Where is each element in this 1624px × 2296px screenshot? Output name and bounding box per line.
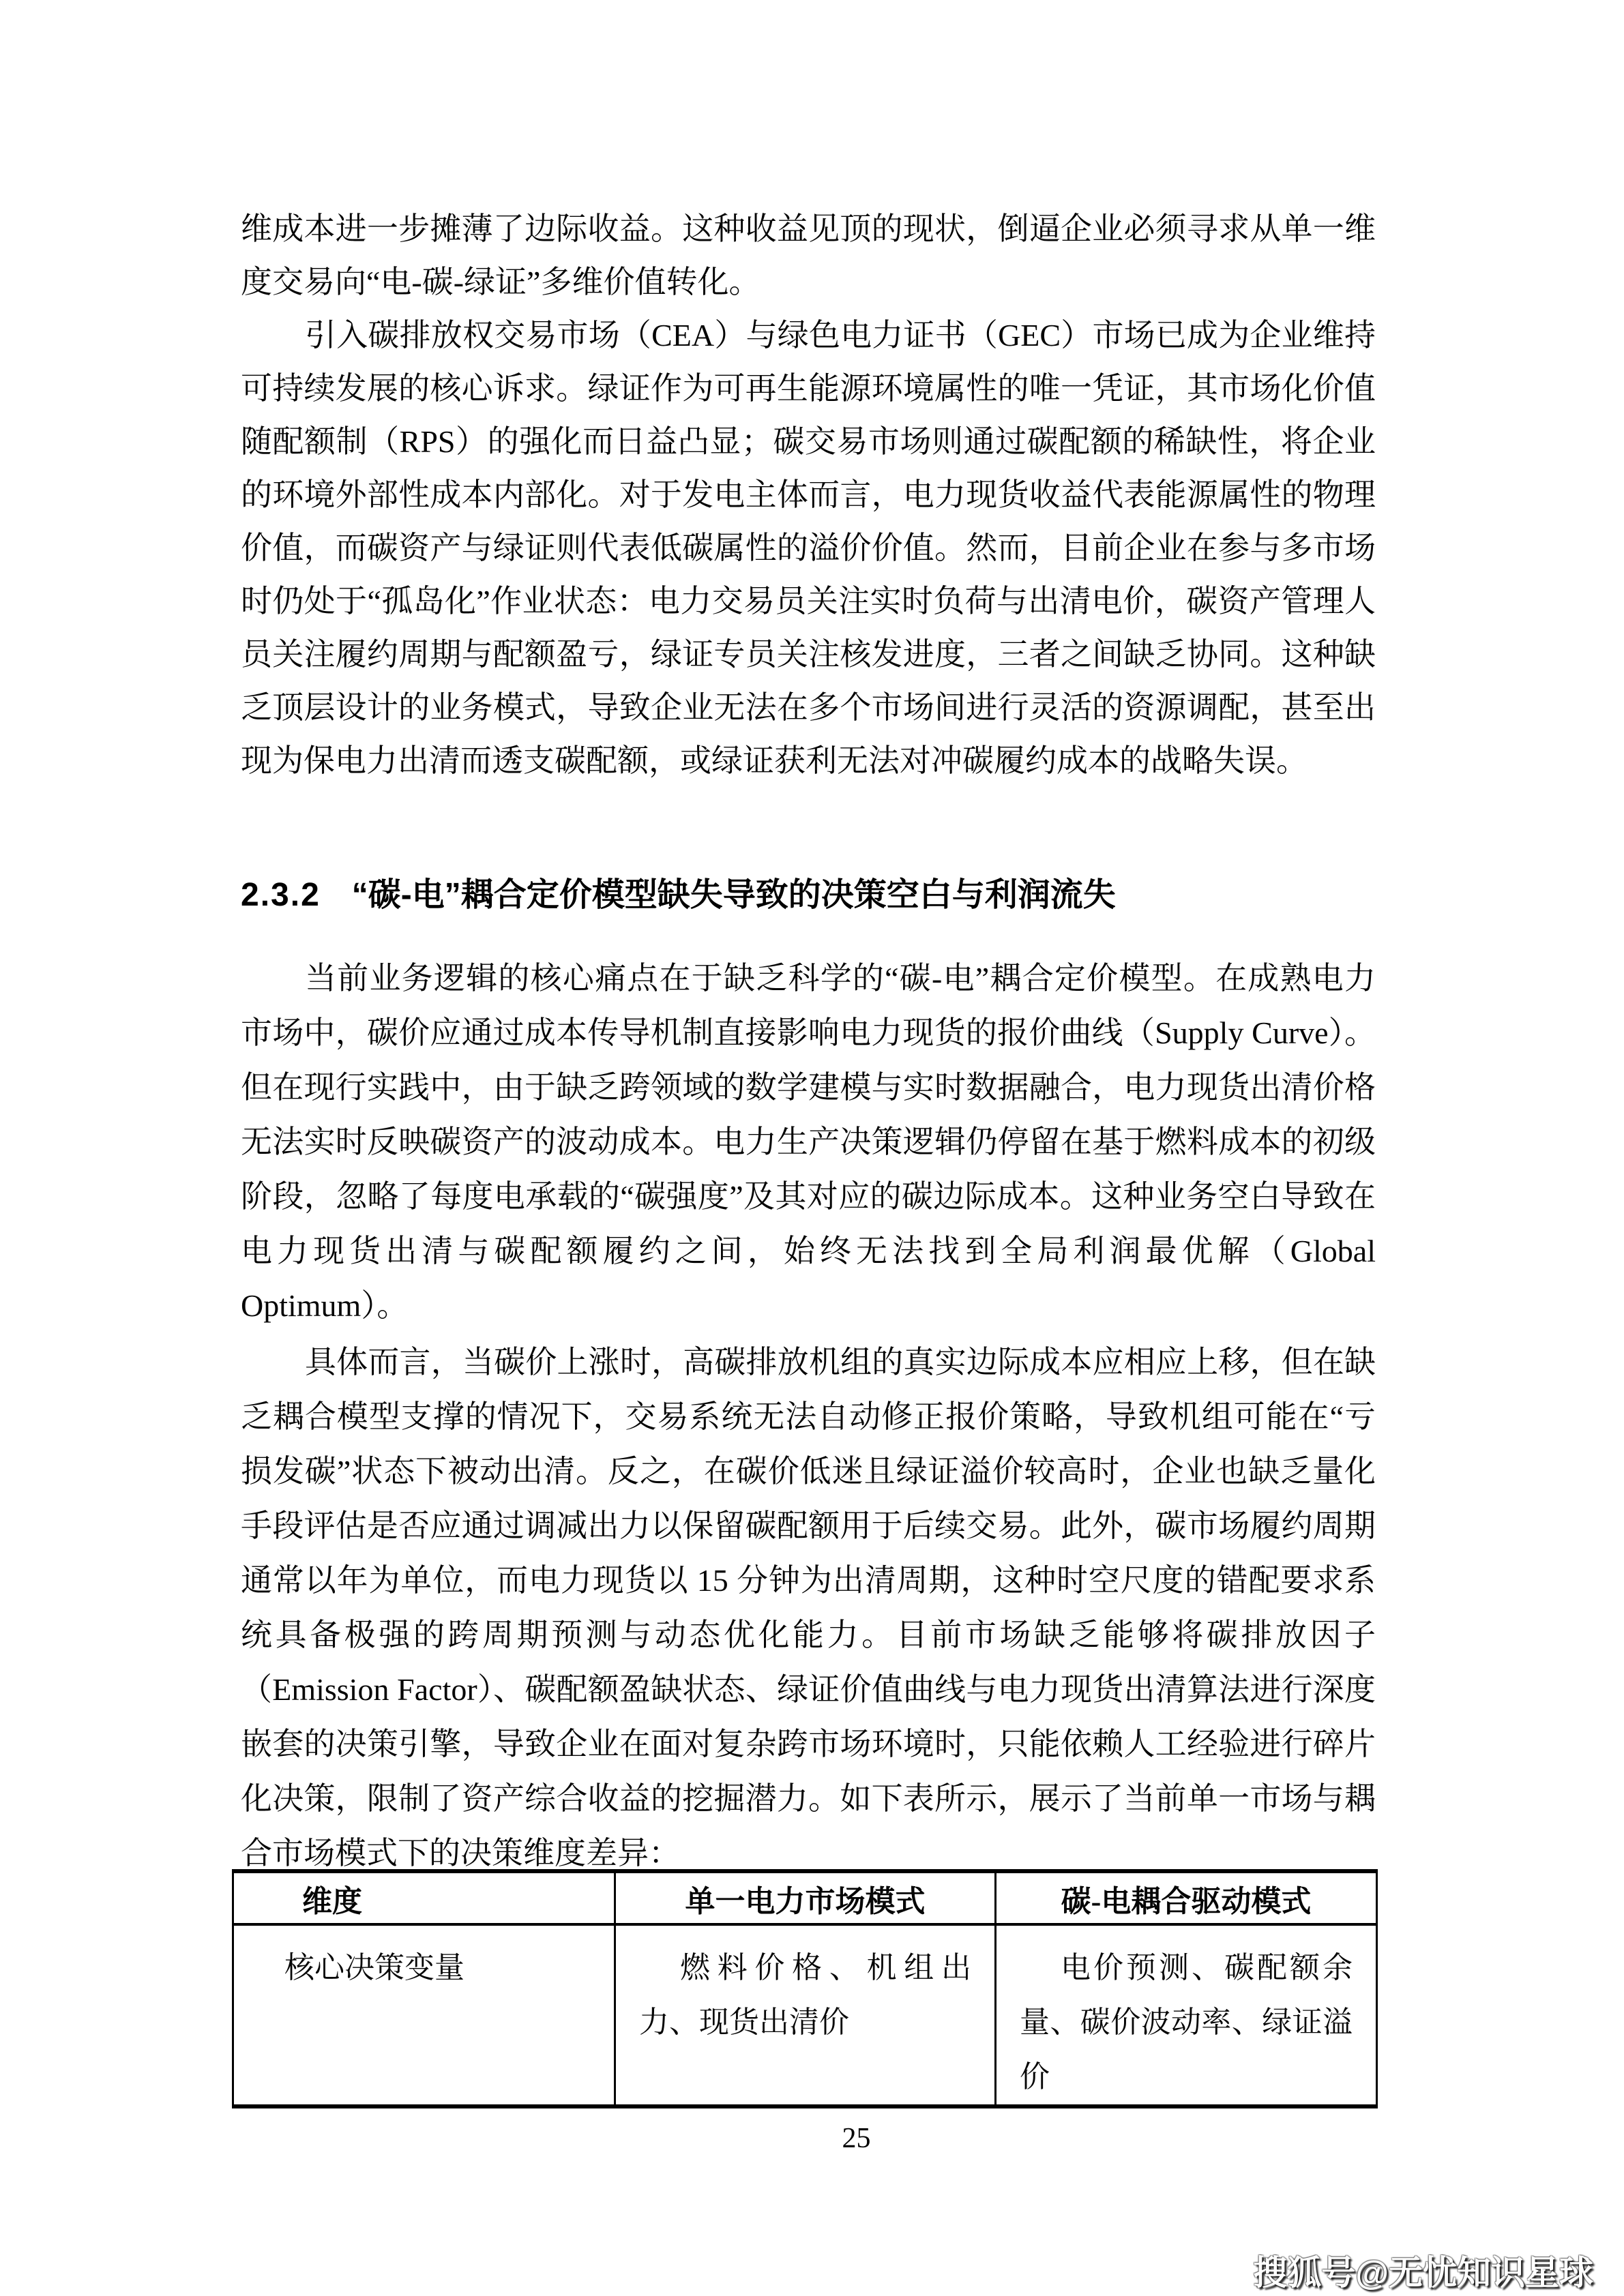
section-heading-number: 2.3.2	[241, 877, 321, 913]
table-header-row	[233, 1871, 1377, 1924]
section-heading	[241, 867, 1376, 923]
section-heading-title: “碳-电”耦合定价模型缺失导致的决策空白与利润流失	[351, 877, 1116, 913]
table-cell-dimension	[233, 1924, 615, 2106]
page-number-value: 25	[842, 2123, 871, 2154]
table-cell-coupled	[996, 1924, 1377, 2106]
paragraph-continued: 维成本进一步摊薄了边际收益。这种收益见顶的现状，倒逼企业必须寻求从单一维度交易向“电-碳-绿证”多维价值转化。	[241, 211, 1376, 299]
paragraph-multi-market: 引入碳排放权交易市场（CEA）与绿色电力证书（GEC）市场已成为企业维持可持续发展的核心诉求。绿证作为可再生能源环境属性的唯一凭证，其市场化价值随配额制（RPS）的强化而日益凸显；碳交易市场则通过碳配额的稀缺性，将企业的环境外部性成本内部化。对于发电主体而言，电力现货收益代表能源属性的物理价值，而碳资产与绿证则代表低碳属性的溢价价值。然而，目前企业在参与多市场时仍处于“孤岛化”作业状态：电力交易员关注实时负荷与出清电价，碳资产管理人员关注履约周期与配额盈亏，绿证专员关注核发进度，三者之间缺乏协同。这种缺乏顶层设计的业务模式，导致企业无法在多个市场间进行灵活的资源调配，甚至出现为保电力出清而透支碳配额，或绿证获利无法对冲碳履约成本的战略失误。	[241, 318, 1376, 778]
page-number	[0, 2122, 1624, 2155]
table-header-single-market-mode: 单一电力市场模式	[615, 1871, 996, 1924]
table-cell-text: 核心决策变量	[284, 1951, 464, 1984]
paragraph-carbon-price-detail: 具体而言，当碳价上涨时，高碳排放机组的真实边际成本应相应上移，但在缺乏耦合模型支撑的情况下，交易系统无法自动修正报价策略，导致机组可能在“亏损发碳”状态下被动出清。反之，在碳价低迷且绿证溢价较高时，企业也缺乏量化手段评估是否应通过调减出力以保留碳配额用于后续交易。此外，碳市场履约周期通常以年为单位，而电力现货以 15 分钟为出清周期，这种时空尺度的错配要求系统具备极强的跨周期预测与动态优化能力。目前市场缺乏能够将碳排放因子（Emission Factor）、碳配额盈缺状态、绿证价值曲线与电力现货出清算法进行深度嵌套的决策引擎，导致企业在面对复杂跨市场环境时，只能依赖人工经验进行碎片化决策，限制了资产综合收益的挖掘潜力。如下表所示，展示了当前单一市场与耦合市场模式下的决策维度差异：	[241, 1345, 1376, 1870]
table-header-dimension: 维度	[233, 1871, 615, 1924]
table-header-coupled-mode: 碳-电耦合驱动模式	[996, 1871, 1377, 1924]
table-cell-text: 燃料价格、机组出力、现货出清价	[639, 1951, 971, 2039]
paragraph-coupled-pricing: 当前业务逻辑的核心痛点在于缺乏科学的“碳-电”耦合定价模型。在成熟电力市场中，碳价应通过成本传导机制直接影响电力现货的报价曲线（Supply Curve）。但在现行实践中，由于缺乏跨领域的数学建模与实时数据融合，电力现货出清价格无法实时反映碳资产的波动成本。电力生产决策逻辑仍停留在基于燃料成本的初级阶段，忽略了每度电承载的“碳强度”及其对应的碳边际成本。这种业务空白导致在电力现货出清与碳配额履约之间，始终无法找到全局利润最优解（Global Optimum）。	[241, 961, 1376, 1323]
decision-dimension-table	[232, 1869, 1378, 2108]
table-cell-text: 电价预测、碳配额余量、碳价波动率、绿证溢价	[1020, 1951, 1353, 2093]
sohu-watermark: 搜狐号@无忧知识星球	[1253, 2254, 1593, 2292]
table-row	[233, 1924, 1377, 2106]
table-cell-single-market	[615, 1924, 996, 2106]
